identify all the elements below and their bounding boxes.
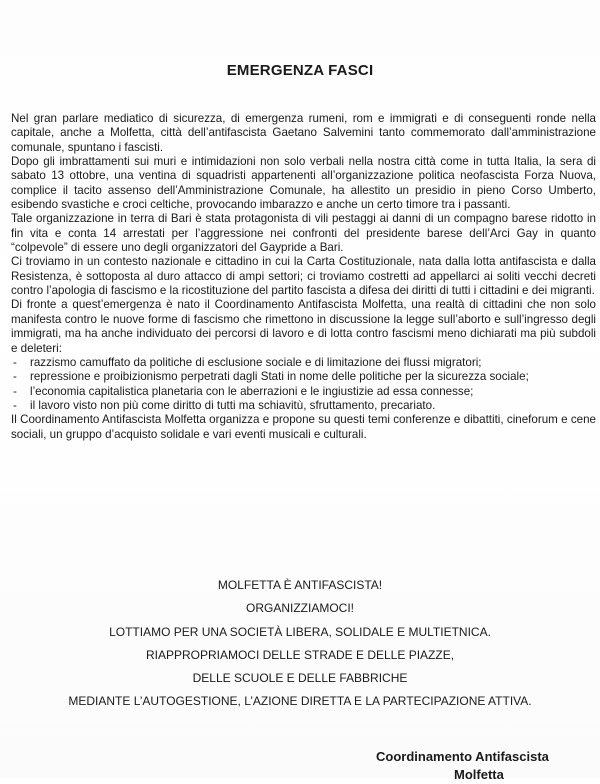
list-bullet: - xyxy=(13,370,17,384)
signature xyxy=(376,748,600,784)
list-item-text: il lavoro visto non più come diritto di tutti ma schiavitù, sfruttamento, precariato. xyxy=(30,398,436,412)
list-item xyxy=(11,385,596,399)
slogan-line: ORGANIZZIAMOCI! xyxy=(246,601,354,616)
paragraph-closing: Il Coordinamento Antifascista Molfetta organizza e propone su questi temi conferenze e dibattiti, cineforum e cene sociali, un gruppo d’acquisto solidale e vari eventi musicali e culturali. xyxy=(11,413,596,441)
list-item xyxy=(11,370,596,384)
paragraph-intro: Nel gran parlare mediatico di sicurezza, di emergenza rumeni, rom e immigrati e di conseguenti ronde nella capitale, anche a Molfetta, città dell’antifascista Gaetano Salvemini tanto commemorato dall’amministrazione comunale, spuntano i fascisti. xyxy=(11,112,596,154)
list-bullet: - xyxy=(13,355,17,369)
slogans-block xyxy=(0,574,600,714)
paragraph-events: Dopo gli imbrattamenti sui muri e intimidazioni non solo verbali nella nostra città come in tutta Italia, la sera di sabato 13 ottobre, una ventina di squadristi appartenenti all’organizzazione politica neofascista Forza Nuova, complice il tacito assenso dell’Amministrazione Comunale, ha allestito un presidio in pieno Corso Umberto, esibendo svastiche e croci celtiche, provocando imbarazzo e anche un certo timore tra i passanti. xyxy=(11,155,596,212)
document-body xyxy=(11,112,596,442)
list-bullet: - xyxy=(13,398,17,412)
slogan-line: LOTTIAMO PER UNA SOCIETÀ LIBERA, SOLIDALE E MULTIETNICA. xyxy=(109,624,491,639)
list-item xyxy=(11,356,596,370)
list-item xyxy=(11,399,596,413)
document-title: EMERGENZA FASCI xyxy=(226,62,374,79)
list-item-text: razzismo camuffato da politiche di esclusione sociale e di limitazione dei flussi migratori; xyxy=(30,355,482,369)
signature-line-2: Molfetta xyxy=(454,767,504,782)
struggle-list xyxy=(11,356,596,413)
paragraph-coordinamento: Di fronte a quest’emergenza è nato il Coordinamento Antifascista Molfetta, una realtà di cittadini che non solo manifesta contro le nuove forme di fascismo che rimettono in discussione la legge sull’aborto e sull’ingresso degli immigrati, ma ha anche individuato dei percorsi di lavoro e di lotta contro fascismi meno dichiarati ma più subdoli e deleteri: xyxy=(11,298,596,355)
list-item-text: repressione e proibizionismo perpetrati dagli Stati in nome delle politiche per la sicurezza sociale; xyxy=(30,370,529,384)
slogan-line: RIAPPROPRIAMOCI DELLE STRADE E DELLE PIAZZE, xyxy=(145,647,455,662)
slogan-line: MOLFETTA È ANTIFASCISTA! xyxy=(217,578,383,592)
signature-line-1: Coordinamento Antifascista xyxy=(376,749,549,764)
list-item-text: l’economia capitalistica planetaria con le aberrazioni e le ingiustizie ad essa connesse; xyxy=(30,384,474,398)
paragraph-context: Ci troviamo in un contesto nazionale e cittadino in cui la Carta Costituzionale, nata dalla lotta antifascista e dalla Resistenza, è sottoposta al duro attacco di ampi settori; ci troviamo costretti ad appellarci ai soliti vecchi decreti contro l’apologia di fascismo e la ricostituzione del partito fascista a difesa dei diritti di tutti i cittadini e dei migranti. xyxy=(11,255,596,298)
list-bullet: - xyxy=(13,384,17,398)
slogan-line: DELLE SCUOLE E DELLE FABBRICHE xyxy=(192,671,408,686)
slogan-line: MEDIANTE L’AUTOGESTIONE, L’AZIONE DIRETTA E LA PARTECIPAZIONE ATTIVA. xyxy=(68,694,532,709)
paragraph-bari: Tale organizzazione in terra di Bari è stata protagonista di vili pestaggi ai danni di un compagno barese ridotto in fin vita e conta 14 arrestati per l’aggressione nei confronti del presidente barese dell’Arci Gay in quanto “colpevole” di essere uno degli organizzatori del Gaypride a Bari. xyxy=(11,212,596,255)
